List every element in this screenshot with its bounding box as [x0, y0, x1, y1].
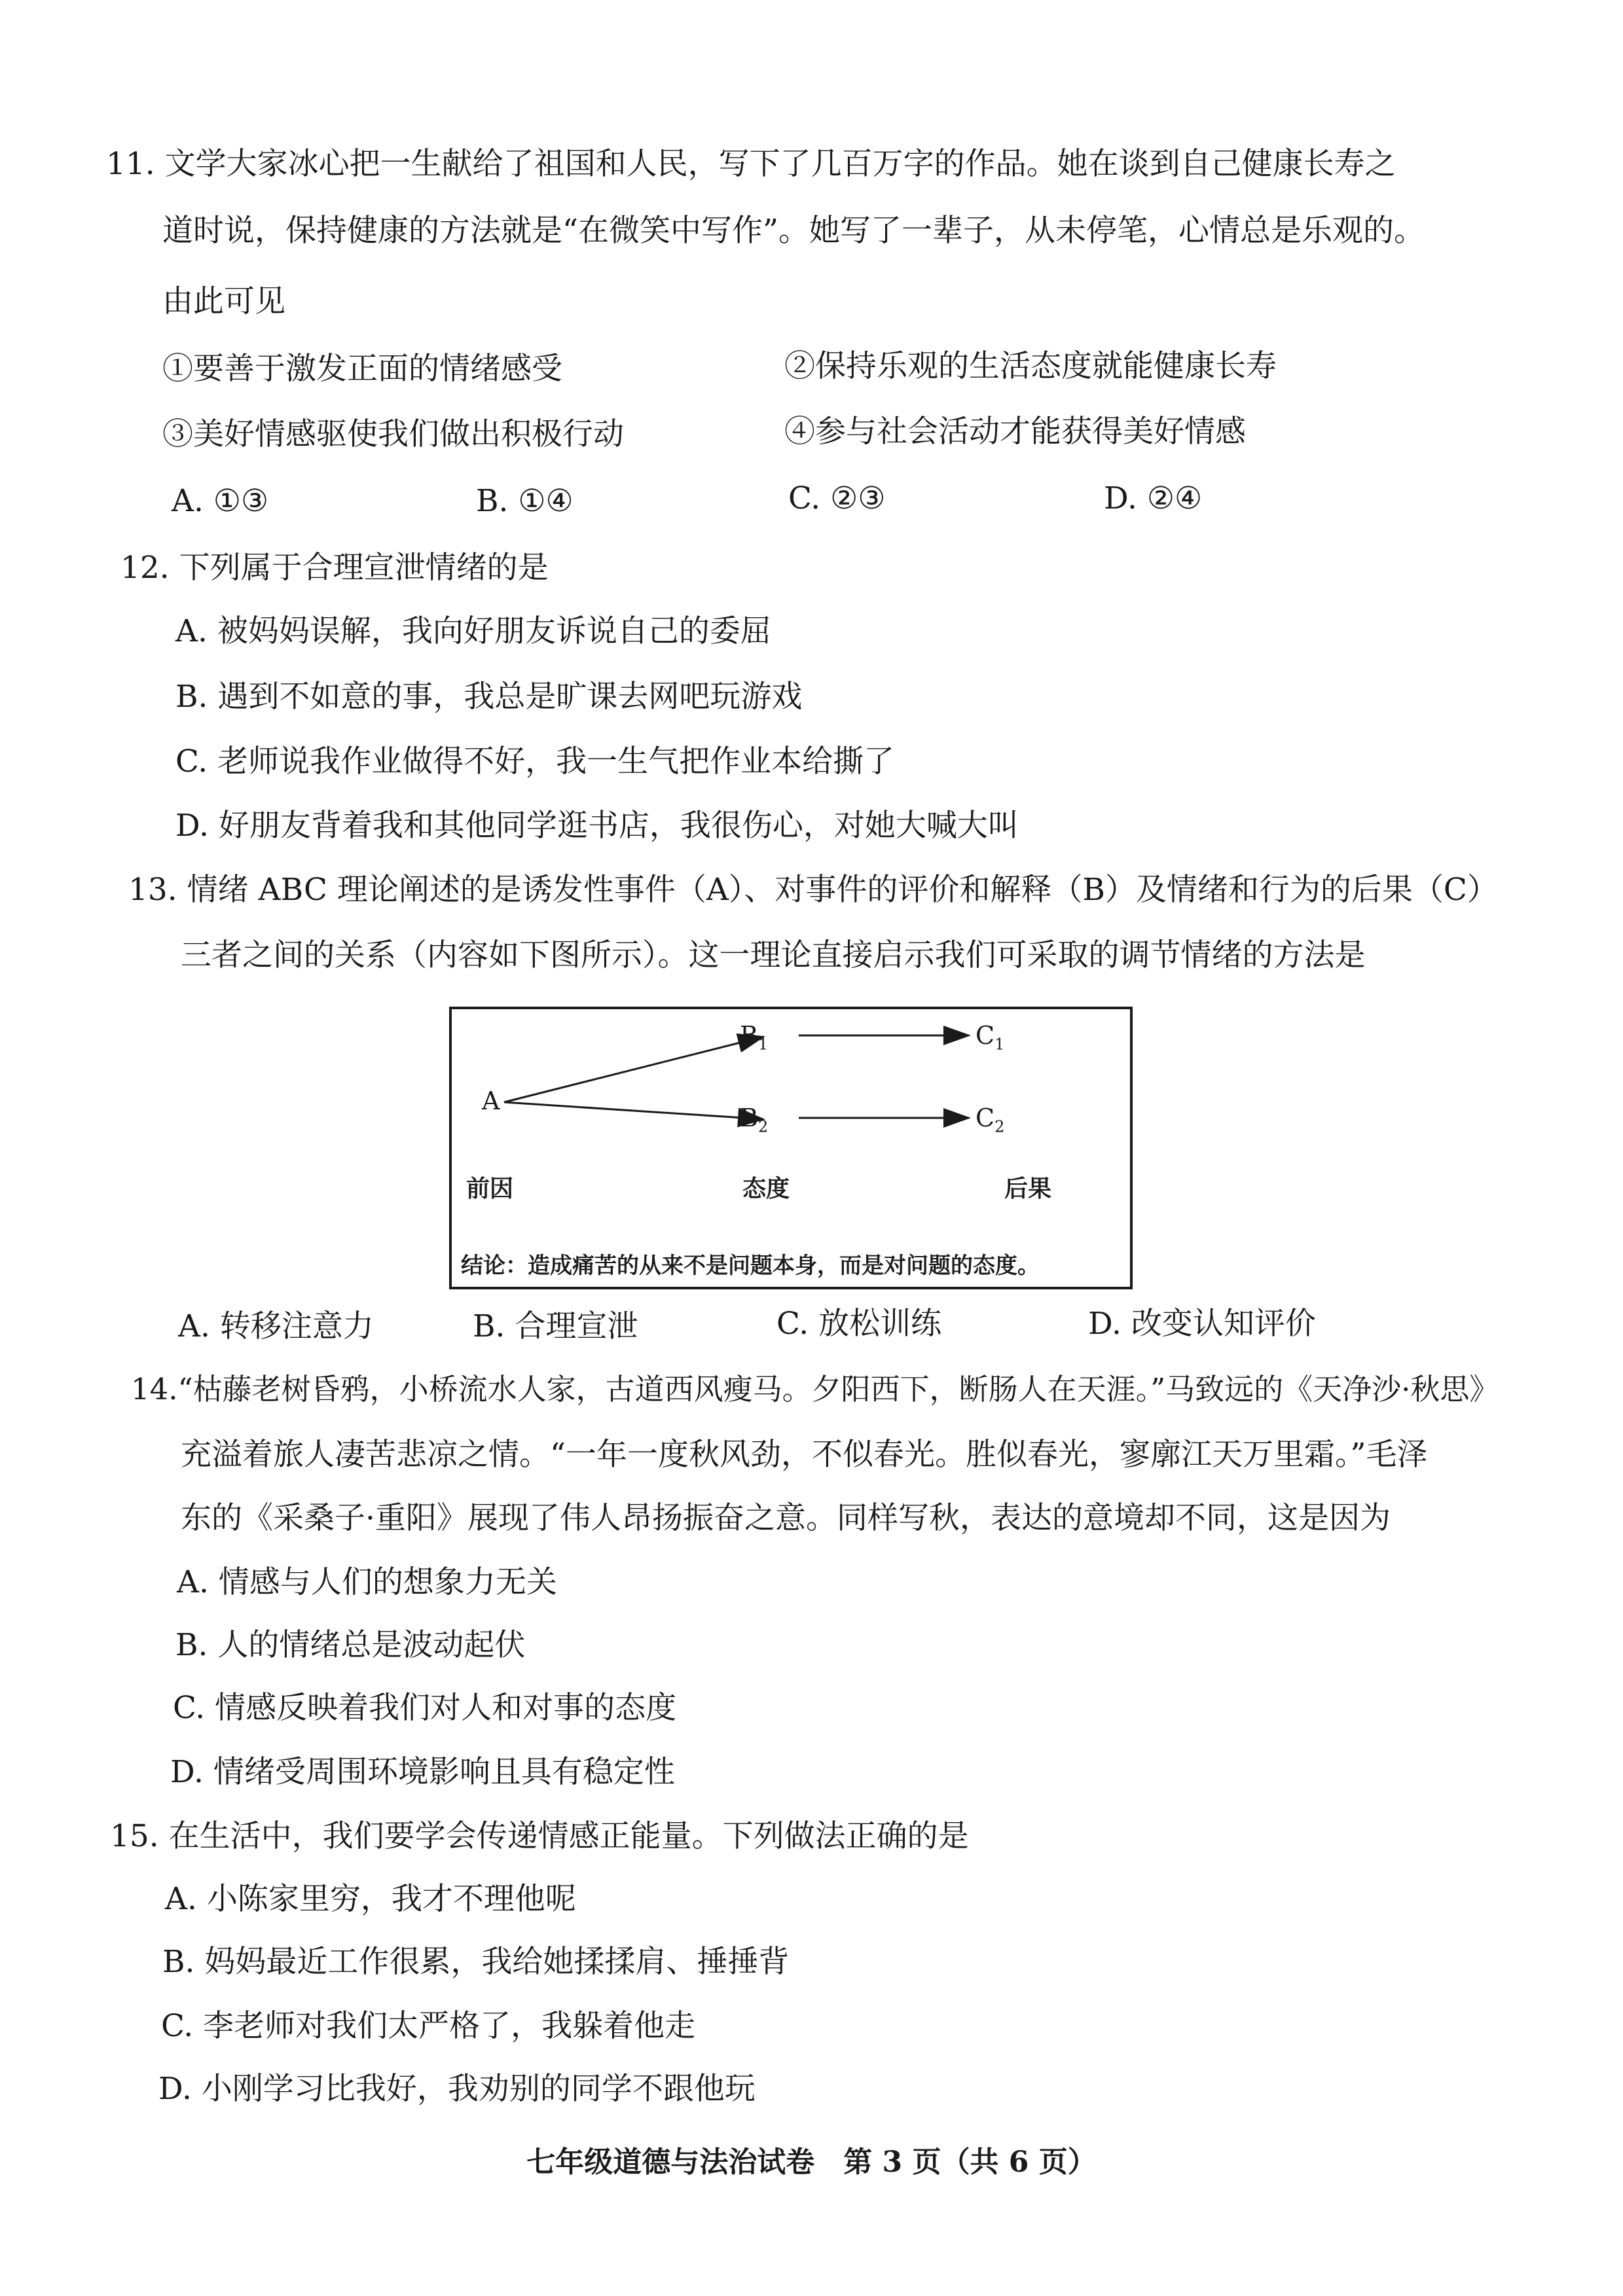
page-footer: 七年级道德与法治试卷 第 3 页（共 6 页） [526, 2145, 1097, 2179]
node-c1 [976, 1021, 1004, 1059]
node-b2-letter: B [740, 1103, 758, 1132]
q13-option-a: A. 转移注意力 [178, 1308, 374, 1344]
diagram-arrows [452, 1009, 1130, 1287]
q15-option-b: B. 妈妈最近工作很累，我给她揉揉肩、捶捶背 [162, 1944, 790, 1980]
q11-stem-line3: 由此可见 [162, 283, 285, 319]
q11-statement-1: ①要善于激发正面的情绪感受 [162, 351, 562, 387]
label-result: 后果 [1004, 1175, 1052, 1202]
q15-stem: 15. 在生活中，我们要学会传递情感正能量。下列做法正确的是 [110, 1818, 969, 1854]
q13-option-c: C. 放松训练 [776, 1306, 942, 1342]
q14-option-a: A. 情感与人们的想象力无关 [177, 1564, 557, 1600]
abc-theory-diagram [449, 1007, 1133, 1289]
q11-stem-line2: 道时说，保持健康的方法就是“在微笑中写作”。她写了一辈子，从未停笔，心情总是乐观的。 [162, 213, 1425, 249]
q15-option-d: D. 小刚学习比我好，我劝别的同学不跟他玩 [158, 2071, 756, 2107]
q14-stem-line1: 14.“枯藤老树昏鸦，小桥流水人家，古道西风瘦马。夕阳西下，断肠人在天涯。”马致远的《天净沙·秋思》 [131, 1372, 1499, 1407]
q12-option-b: B. 遇到不如意的事，我总是旷课去网吧玩游戏 [175, 679, 803, 715]
label-attitude: 态度 [742, 1175, 790, 1202]
q11-statement-4: ④参与社会活动才能获得美好情感 [784, 414, 1246, 450]
q14-option-d: D. 情绪受周围环境影响且具有稳定性 [170, 1754, 675, 1790]
q15-option-a: A. 小陈家里穷，我才不理他呢 [165, 1881, 576, 1917]
q12-option-d: D. 好朋友背着我和其他同学逛书店，我很伤心，对她大喊大叫 [175, 808, 1019, 844]
node-b1-subscript: 1 [757, 1035, 769, 1054]
q12-option-a: A. 被妈妈误解，我向好朋友诉说自己的委屈 [175, 613, 771, 649]
q11-stem-line1: 11. 文学大家冰心把一生献给了祖国和人民，写下了几百万字的作品。她在谈到自己健康长寿之 [106, 146, 1396, 182]
q14-stem-line2: 充溢着旅人凄苦悲凉之情。“一年一度秋风劲，不似春光。胜似春光，寥廓江天万里霜。”毛泽 [181, 1437, 1428, 1473]
q11-option-c: C. ②③ [788, 480, 886, 516]
q14-option-c: C. 情感反映着我们对人和对事的态度 [173, 1690, 677, 1726]
q13-option-d: D. 改变认知评价 [1088, 1306, 1316, 1342]
diagram-conclusion: 结论：造成痛苦的从来不是问题本身，而是对问题的态度。 [461, 1253, 1040, 1279]
node-b1 [740, 1021, 768, 1059]
q12-option-c: C. 老师说我作业做得不好，我一生气把作业本给撕了 [175, 744, 895, 780]
q14-option-b: B. 人的情绪总是波动起伏 [175, 1627, 526, 1663]
q11-option-b: B. ①④ [476, 483, 574, 519]
q15-option-c: C. 李老师对我们太严格了，我躲着他走 [161, 2008, 696, 2044]
q14-stem-line3: 东的《采桑子·重阳》展现了伟人昂扬振奋之意。同样写秋，表达的意境却不同，这是因为 [181, 1500, 1391, 1536]
node-c1-subscript: 1 [994, 1035, 1005, 1054]
q13-option-b: B. 合理宣泄 [473, 1308, 638, 1344]
q11-statement-3: ③美好情感驱使我们做出积极行动 [162, 416, 624, 452]
node-b1-letter: B [740, 1021, 758, 1050]
q12-stem: 12. 下列属于合理宣泄情绪的是 [120, 550, 549, 586]
node-a: A [482, 1086, 500, 1115]
arrow-a-to-b1 [504, 1037, 763, 1102]
node-b2 [740, 1103, 768, 1141]
q13-stem-line1: 13. 情绪 ABC 理论阐述的是诱发性事件（A）、对事件的评价和解释（B）及情绪和行为的后果（C） [128, 872, 1498, 908]
node-c2 [976, 1103, 1004, 1141]
q11-option-d: D. ②④ [1104, 480, 1203, 516]
q11-option-a: A. ①③ [172, 483, 269, 519]
node-c2-letter: C [976, 1103, 995, 1132]
q11-statement-2: ②保持乐观的生活态度就能健康长寿 [784, 348, 1277, 384]
node-c1-letter: C [976, 1021, 995, 1050]
label-cause: 前因 [466, 1175, 514, 1202]
arrow-a-to-b2 [504, 1102, 763, 1119]
q13-stem-line2: 三者之间的关系（内容如下图所示）。这一理论直接启示我们可采取的调节情绪的方法是 [181, 937, 1366, 973]
node-b2-subscript: 2 [757, 1117, 769, 1136]
node-c2-subscript: 2 [994, 1117, 1005, 1136]
